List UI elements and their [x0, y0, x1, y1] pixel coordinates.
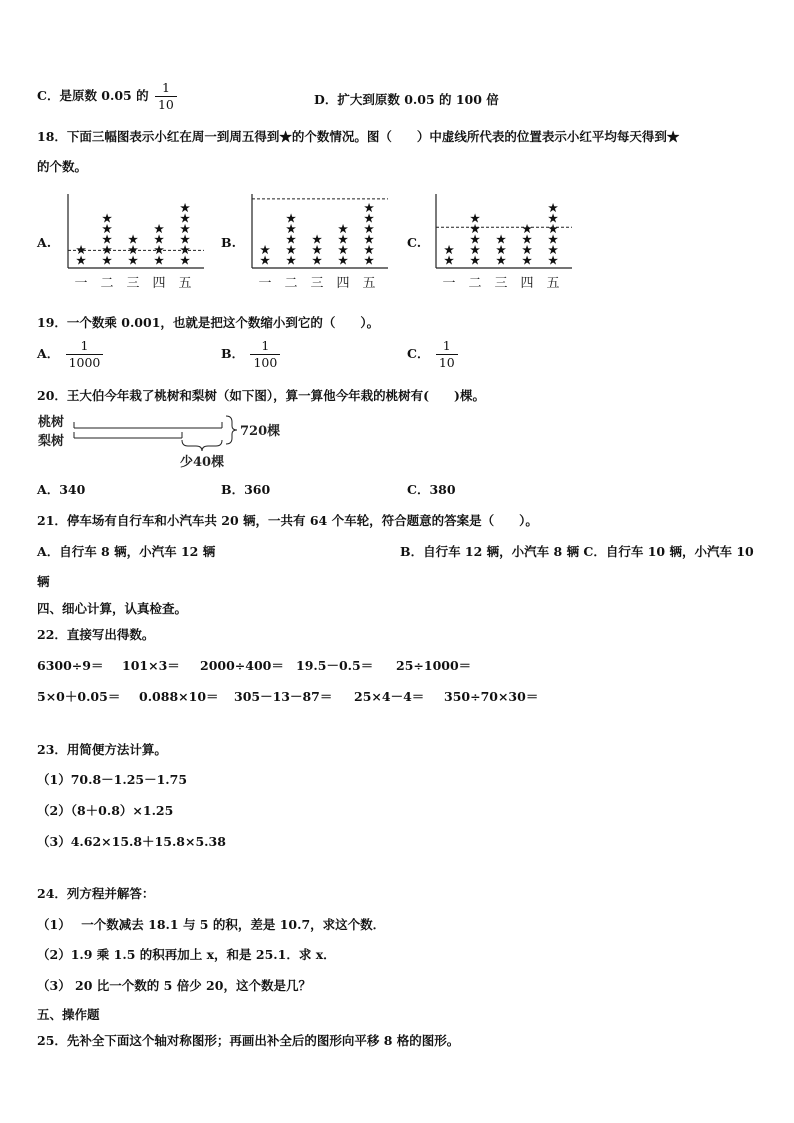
q20-line-diagram: [36, 410, 296, 472]
star-icon: ★: [312, 233, 322, 246]
q23-stem: 23．用简便方法计算。: [37, 742, 167, 757]
q22-item: 25×4－4＝: [354, 689, 425, 704]
q18-chart-c-label: C.: [407, 235, 422, 250]
star-icon: ★: [338, 233, 348, 246]
q23-item-3: （3）4.62×15.8＋15.8×5.38: [37, 834, 226, 849]
q18-chart-a: [62, 192, 212, 292]
day-label: 二: [468, 276, 482, 291]
star-icon: ★: [286, 222, 296, 236]
star-icon: ★: [180, 222, 190, 236]
fraction-denominator: 10: [438, 355, 455, 370]
day-label: 三: [310, 276, 324, 291]
star-icon: ★: [260, 254, 270, 267]
q23-item-2: （2）（8＋0.8）×1.25: [37, 803, 174, 818]
day-label: 四: [336, 276, 350, 291]
fraction-denominator: 10: [157, 97, 174, 112]
star-icon: ★: [286, 233, 296, 246]
star-icon: ★: [496, 243, 506, 257]
star-icon: ★: [548, 254, 558, 267]
star-icon: ★: [102, 243, 112, 257]
q22-stem: 22．直接写出得数。: [37, 627, 155, 642]
star-icon: ★: [338, 254, 348, 267]
star-icon: ★: [154, 233, 164, 246]
day-label: 三: [494, 276, 508, 291]
q20-stem: 20．王大伯今年栽了桃树和梨树（如下图），算一算他今年栽的桃树有( )棵。: [37, 388, 485, 403]
q18-chart-b-label: B.: [221, 235, 236, 250]
star-icon: ★: [496, 233, 506, 246]
q17-option-c: [37, 80, 177, 113]
star-icon: ★: [548, 233, 558, 246]
star-icon: ★: [154, 254, 164, 267]
q24-item-3: （3） 20 比一个数的 5 倍少 20，这个数是几？: [37, 978, 311, 993]
fraction-denominator: 1000: [68, 355, 101, 370]
day-label: 五: [178, 276, 192, 291]
star-icon: ★: [522, 233, 532, 246]
star-icon: ★: [548, 201, 558, 215]
q22-item: 2000÷400＝: [200, 658, 284, 673]
option-letter: A．: [37, 346, 60, 361]
q18-stem-line2: 的个数。: [37, 159, 88, 174]
star-icon: ★: [364, 243, 374, 257]
star-icon: ★: [102, 222, 112, 236]
star-icon: ★: [102, 254, 112, 267]
q23-item-1: （1）70.8－1.25－1.75: [37, 772, 188, 787]
q18-chart-a-label: A.: [37, 235, 52, 250]
star-icon: ★: [548, 243, 558, 257]
day-label: 一: [74, 276, 88, 291]
star-icon: ★: [180, 233, 190, 246]
day-label: 二: [284, 276, 298, 291]
star-icon: ★: [470, 254, 480, 267]
star-icon: ★: [312, 254, 322, 267]
q21-stem: 21．停车场有自行车和小汽车共 20 辆，一共有 64 个车轮，符合题意的答案是（ ）。: [37, 513, 538, 528]
star-icon: ★: [180, 254, 190, 267]
star-icon: ★: [260, 243, 270, 257]
day-label: 五: [546, 276, 560, 291]
q17-option-c-text: C．是原数 0.05 的: [37, 88, 149, 103]
star-icon: ★: [76, 243, 86, 257]
q17-option-d: D．扩大到原数 0.05 的 100 倍: [314, 92, 499, 107]
day-label: 二: [100, 276, 114, 291]
star-icon: ★: [522, 254, 532, 267]
star-icon: ★: [312, 243, 322, 257]
q22-item: 6300÷9＝: [37, 658, 104, 673]
day-label: 三: [126, 276, 140, 291]
day-label: 四: [520, 276, 534, 291]
q18-chart-c: [430, 192, 580, 292]
star-icon: ★: [364, 222, 374, 236]
q22-item: 19.5－0.5＝: [296, 658, 374, 673]
day-label: 五: [362, 276, 376, 291]
q22-item: 305－13－87＝: [234, 689, 333, 704]
star-icon: ★: [102, 212, 112, 225]
day-label: 四: [152, 276, 166, 291]
q18-stem-line1: 18．下面三幅图表示小红在周一到周五得到★的个数情况。图（ ）中虚线所代表的位置表示小红平均每天得到★: [37, 129, 680, 144]
star-icon: ★: [522, 243, 532, 257]
star-icon: ★: [470, 212, 480, 225]
fraction-numerator: 1: [436, 338, 458, 355]
star-icon: ★: [102, 233, 112, 246]
q24-item-2: （2）1.9 乘 1.5 的积再加上 x，和是 25.1．求 x．: [37, 947, 336, 962]
star-icon: ★: [444, 243, 454, 257]
star-icon: ★: [364, 212, 374, 225]
star-icon: ★: [522, 222, 532, 236]
q18-chart-b: [246, 192, 396, 292]
fraction-denominator: 100: [253, 355, 278, 370]
fraction-numerator: 1: [66, 338, 104, 355]
star-icon: ★: [470, 243, 480, 257]
star-icon: ★: [180, 243, 190, 257]
star-icon: ★: [286, 254, 296, 267]
star-icon: ★: [364, 254, 374, 267]
q17-option-c-fraction: [155, 80, 177, 113]
q21-option-a: A．自行车 8 辆，小汽车 12 辆: [37, 544, 216, 559]
section-5-title: 五、操作题: [37, 1007, 100, 1022]
q22-item: 5×0＋0.05＝: [37, 689, 121, 704]
star-icon: ★: [364, 233, 374, 246]
star-icon: ★: [180, 212, 190, 225]
q22-item: 101×3＝: [122, 658, 180, 673]
q19-option-c: [407, 338, 458, 371]
option-letter: C．: [407, 346, 430, 361]
option-letter: B．: [221, 346, 245, 361]
q19-stem: 19．一个数乘 0.001，也就是把这个数缩小到它的（ ）。: [37, 315, 380, 330]
star-icon: ★: [76, 254, 86, 267]
q20-option-b: B．360: [221, 482, 271, 497]
star-icon: ★: [496, 254, 506, 267]
total-brace: [226, 416, 237, 444]
star-icon: ★: [286, 243, 296, 257]
difference-brace: [182, 440, 222, 451]
q19-option-b: [221, 338, 280, 371]
q24-stem: 24．列方程并解答：: [37, 886, 155, 901]
star-icon: ★: [128, 254, 138, 267]
q22-item: 350÷70×30＝: [444, 689, 539, 704]
fraction-numerator: 1: [155, 80, 177, 97]
star-icon: ★: [154, 243, 164, 257]
star-icon: ★: [444, 254, 454, 267]
q21-option-c-wrap: 辆: [37, 574, 50, 589]
star-icon: ★: [338, 222, 348, 236]
q24-item-1: （1） 一个数减去 18.1 与 5 的积，差是 10.7，求这个数．: [37, 917, 386, 932]
star-icon: ★: [154, 222, 164, 236]
star-icon: ★: [364, 201, 374, 215]
star-icon: ★: [128, 243, 138, 257]
q22-item: 25÷1000＝: [396, 658, 472, 673]
star-icon: ★: [338, 243, 348, 257]
section-4-title: 四、细心计算，认真检查。: [37, 601, 188, 616]
star-icon: ★: [128, 233, 138, 246]
q21-option-bc: B．自行车 12 辆，小汽车 8 辆 C．自行车 10 辆，小汽车 10: [400, 544, 754, 559]
star-icon: ★: [548, 212, 558, 225]
q22-item: 0.088×10＝: [139, 689, 219, 704]
total-label: 720棵: [240, 424, 281, 439]
star-icon: ★: [470, 233, 480, 246]
peach-label: 桃树: [38, 415, 65, 430]
day-label: 一: [442, 276, 456, 291]
q25-stem: 25．先补全下面这个轴对称图形；再画出补全后的图形向平移 8 格的图形。: [37, 1033, 460, 1048]
star-icon: ★: [548, 222, 558, 236]
less-label: 少40棵: [180, 455, 225, 470]
fraction-numerator: 1: [250, 338, 280, 355]
day-label: 一: [258, 276, 272, 291]
star-icon: ★: [470, 222, 480, 236]
q19-option-a: [37, 338, 103, 371]
q20-option-c: C．380: [407, 482, 456, 497]
star-icon: ★: [180, 201, 190, 215]
pear-label: 梨树: [38, 434, 65, 449]
q20-option-a: A．340: [37, 482, 86, 497]
star-icon: ★: [286, 212, 296, 225]
